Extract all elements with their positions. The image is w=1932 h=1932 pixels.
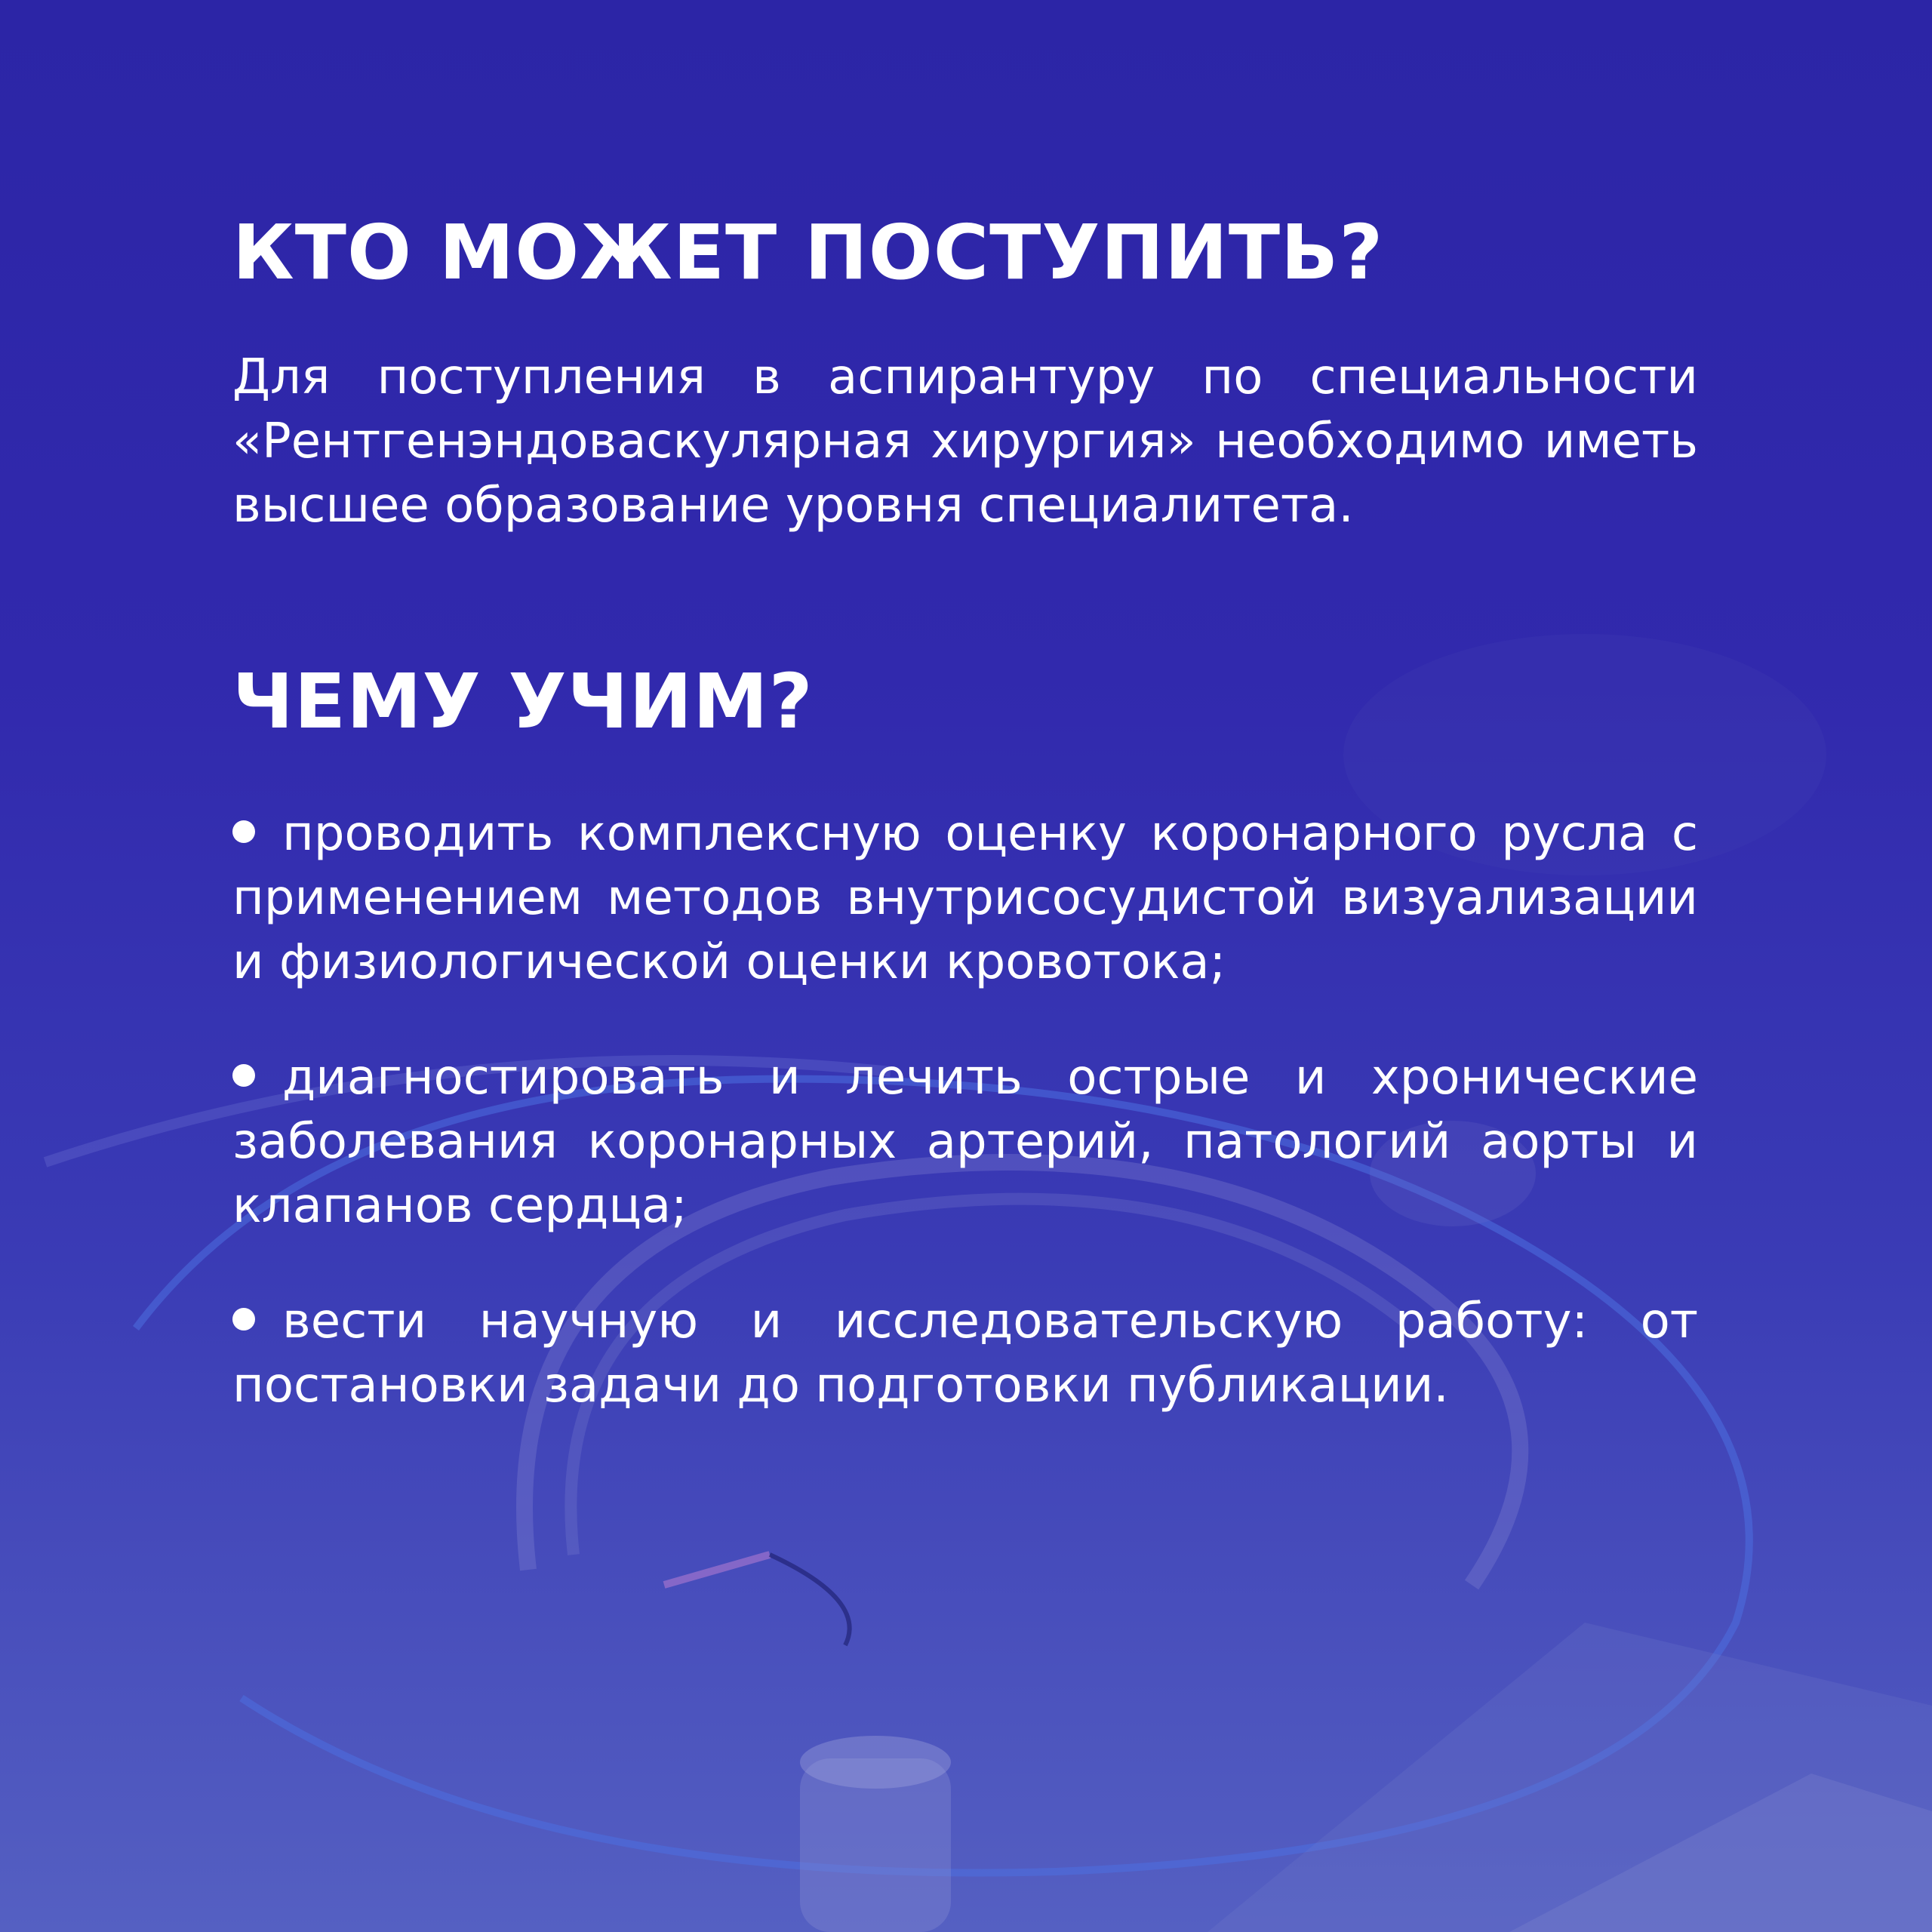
content-column: [232, 204, 1698, 1469]
list-item: [232, 802, 1698, 995]
list-item-text: проводить комплексную оценку коронарного русла с применением методов внутрисосудистой визуализации и физиологической оценки кровотока;: [232, 806, 1698, 990]
admission-text: Для поступления в аспирантуру по специальности «Рентгенэндоваскулярная хирургия» необходимо иметь высшее образование уровня специалитета.: [232, 349, 1698, 534]
learning-list: [232, 802, 1698, 1418]
list-item-text: диагностировать и лечить острые и хронические заболевания коронарных артерий, патологий аорты и клапанов сердца;: [232, 1050, 1698, 1234]
learning-heading: ЧЕМУ УЧИМ?: [232, 657, 814, 746]
list-item: [232, 1290, 1698, 1418]
list-item: [232, 1046, 1698, 1238]
bullet-icon: [232, 820, 255, 843]
list-item-text: вести научную и исследовательскую работу: от постановки задачи до подготовки публикации.: [232, 1294, 1698, 1414]
admission-heading: КТО МОЖЕТ ПОСТУПИТЬ?: [232, 208, 1384, 297]
bullet-icon: [232, 1064, 255, 1087]
bullet-icon: [232, 1308, 255, 1331]
